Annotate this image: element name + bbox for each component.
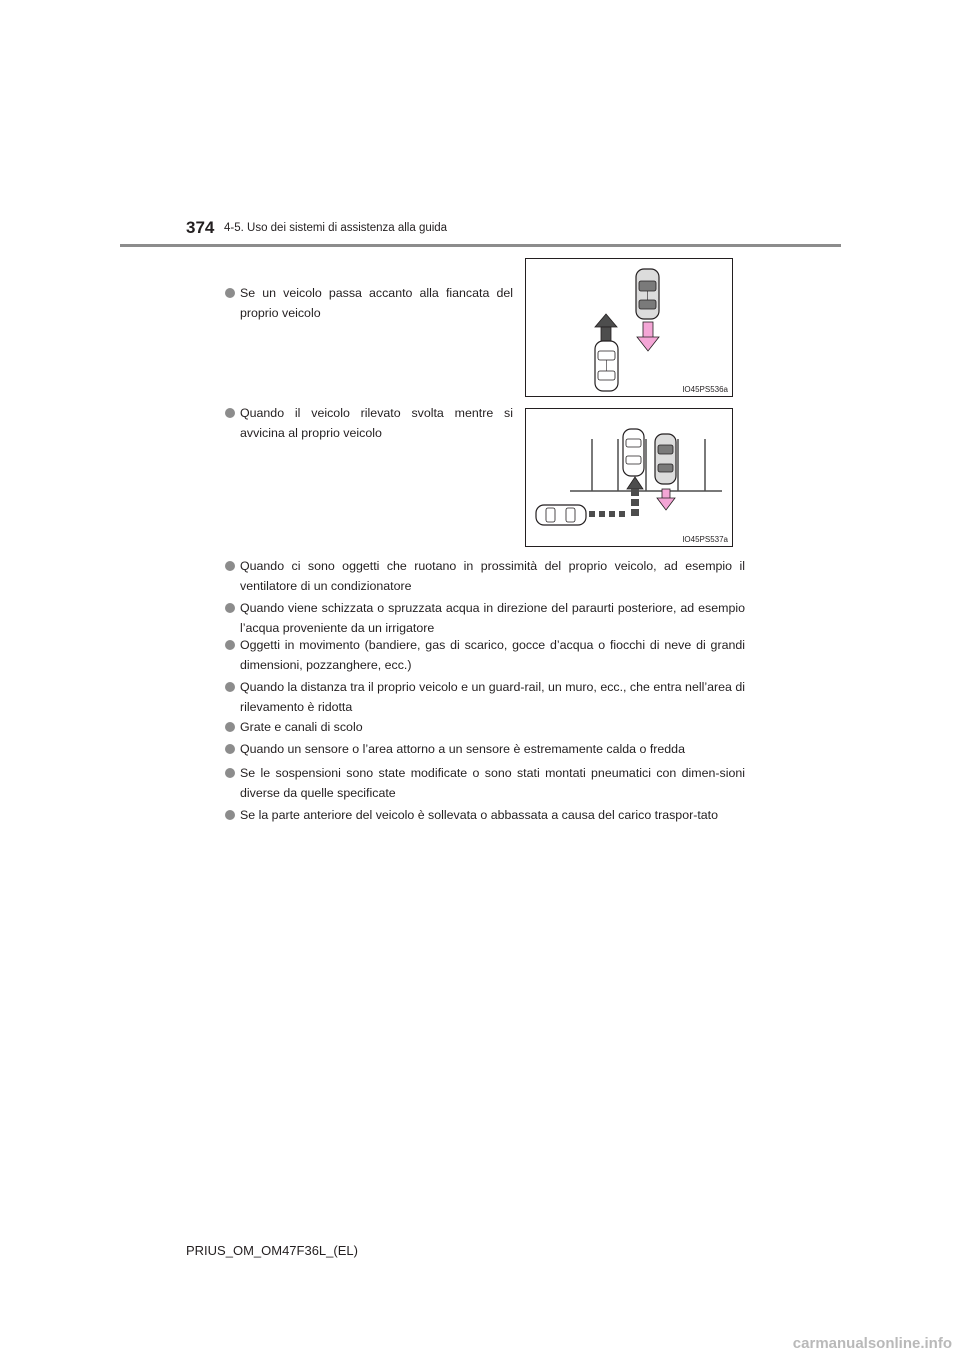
bullet-icon	[225, 744, 235, 754]
parked-car-icon	[623, 429, 644, 476]
dark-up-arrow-icon	[627, 477, 643, 496]
turning-vehicle-illustration	[526, 409, 732, 546]
bullet-text: Quando ci sono oggetti che ruotano in prossimità del proprio veicolo, ad esempio il ventilatore di un condizionatore	[240, 559, 745, 593]
figure-turning-vehicle	[525, 408, 733, 547]
passing-car-icon	[636, 269, 659, 319]
bullet-icon	[225, 640, 235, 650]
bullet-text: Se la parte anteriore del veicolo è sollevata o abbassata a causa del carico traspor-tato	[240, 808, 719, 822]
bullet-icon	[225, 810, 235, 820]
watermark: carmanualsonline.info	[792, 1335, 952, 1352]
bullet-rotating-objects	[225, 556, 745, 596]
detected-car-icon	[655, 434, 676, 484]
pink-down-arrow-icon	[657, 489, 675, 510]
bullet-icon	[225, 408, 235, 418]
bullet-water-spray	[225, 598, 745, 638]
figure-side-pass	[525, 258, 733, 397]
bullet-guardrail-distance	[225, 677, 745, 717]
bullet-icon	[225, 561, 235, 571]
own-car-icon	[595, 341, 618, 391]
own-car-icon	[536, 505, 586, 525]
bullet-text: Quando il veicolo rilevato svolta mentre si avvicina al proprio veicolo	[240, 406, 513, 440]
bullet-text: Se le sospensioni sono state modificate o sono stati montati pneumatici con dimen-sioni diverse da quelle specificate	[240, 766, 745, 800]
bullet-icon	[225, 603, 235, 613]
bullet-text: Grate e canali di scolo	[240, 720, 363, 734]
figure-code: IO45PS537a	[682, 535, 728, 544]
bullet-sensor-temperature	[225, 739, 745, 759]
document-code: PRIUS_OM_OM47F36L_(EL)	[186, 1243, 358, 1258]
bullet-text: Quando un sensore o l’area attorno a un sensore è estremamente calda o fredda	[240, 742, 685, 756]
bullet-moving-objects	[225, 635, 745, 675]
figure-code: IO45PS536a	[682, 385, 728, 394]
bullet-icon	[225, 722, 235, 732]
bullet-icon	[225, 768, 235, 778]
bullet-vehicle-tilt	[225, 805, 745, 825]
bullet-icon	[225, 288, 235, 298]
section-title: 4-5. Uso dei sistemi di assistenza alla guida	[224, 222, 448, 234]
bullet-grates	[225, 717, 745, 737]
parking-lines	[570, 439, 722, 491]
bullet-text: Oggetti in movimento (bandiere, gas di scarico, gocce d’acqua o fiocchi di neve di grandi dimensioni, pozzanghere, ecc.)	[240, 638, 745, 672]
header-divider	[120, 244, 841, 247]
bullet-turning-vehicle	[225, 403, 513, 443]
bullet-text: Quando la distanza tra il proprio veicolo e un guard-rail, un muro, ecc., che entra nell’area di rilevamento è ridotta	[240, 680, 745, 714]
bullet-suspension-tires	[225, 763, 745, 803]
pink-down-arrow-icon	[637, 322, 659, 351]
bullet-text: Se un veicolo passa accanto alla fiancata del proprio veicolo	[240, 286, 513, 320]
bullet-icon	[225, 682, 235, 692]
bullet-side-pass	[225, 283, 513, 323]
dotted-path-icon	[589, 499, 639, 517]
bullet-text: Quando viene schizzata o spruzzata acqua in direzione del paraurti posteriore, ad esempio l’acqua proveniente da un irrigatore	[240, 601, 745, 635]
page-number: 374	[186, 218, 215, 237]
side-pass-illustration	[526, 259, 732, 396]
